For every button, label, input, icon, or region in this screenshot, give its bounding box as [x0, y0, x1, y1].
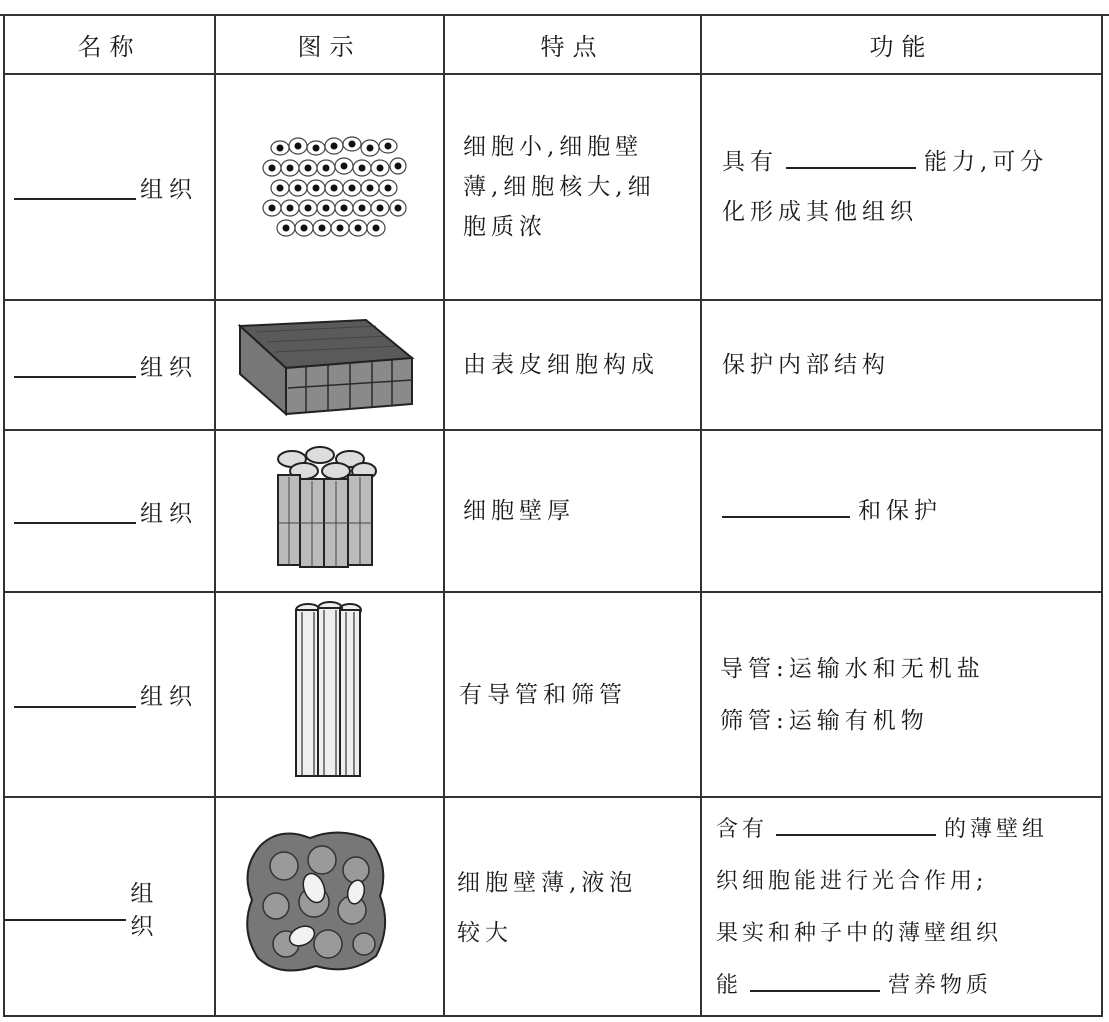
name-suffix: 组织 — [140, 176, 198, 203]
function-text: 和保护 — [858, 498, 942, 524]
table-row-features — [445, 431, 700, 591]
feature-line: 细胞壁厚 — [463, 498, 575, 524]
function-text: 含有 — [716, 816, 769, 842]
name-suffix: 组织 — [140, 500, 198, 527]
function-text: 能力,可分 — [924, 149, 1049, 175]
name-suffix: 组织 — [130, 880, 160, 940]
answer-blank[interactable] — [14, 682, 136, 708]
feature-line: 较大 — [457, 919, 513, 946]
feature-line: 细胞壁薄,液泡 — [457, 869, 638, 896]
function-text: 营养物质 — [888, 972, 993, 998]
feature-line: 有导管和筛管 — [459, 681, 627, 708]
table-row-function — [702, 301, 1101, 429]
header-function: 功能 — [869, 33, 934, 61]
table-row-features — [445, 593, 700, 796]
meristem-cells-icon — [250, 128, 410, 248]
header-features: 特点 — [540, 33, 605, 61]
function-text: 筛管:运输有机物 — [720, 707, 929, 734]
header-diagram: 图示 — [297, 33, 362, 61]
answer-blank[interactable] — [750, 966, 880, 992]
table-row-name — [5, 75, 214, 299]
table-row-name — [5, 301, 214, 429]
function-text: 能 — [716, 972, 743, 998]
answer-blank[interactable] — [14, 352, 136, 378]
epidermis-block-icon — [236, 318, 416, 418]
table-row-function — [702, 593, 1101, 796]
answer-blank[interactable] — [14, 174, 136, 200]
function-text: 的薄壁组 — [944, 816, 1049, 842]
feature-line: 由表皮细胞构成 — [463, 352, 659, 378]
name-suffix: 组织 — [140, 684, 198, 710]
table-row-features — [445, 798, 700, 1017]
table-row-function — [702, 798, 1101, 1017]
mechanical-tissue-icon — [270, 445, 380, 573]
answer-blank[interactable] — [5, 895, 126, 921]
answer-blank[interactable] — [14, 498, 136, 524]
function-text: 导管:运输水和无机盐 — [720, 655, 985, 682]
table-row-name — [5, 593, 214, 796]
table-row-features — [445, 301, 700, 429]
table-row-name — [5, 431, 214, 591]
table-row-name — [5, 798, 214, 1017]
answer-blank[interactable] — [786, 143, 916, 169]
function-text: 织细胞能进行光合作用; — [716, 868, 988, 894]
conducting-tubes-icon — [290, 600, 366, 780]
answer-blank[interactable] — [722, 492, 850, 518]
table-row-features — [445, 75, 700, 299]
feature-line: 薄,细胞核大,细 — [463, 174, 656, 200]
feature-line: 胞质浓 — [463, 214, 547, 240]
name-suffix: 组织 — [140, 354, 198, 381]
column-divider — [214, 14, 216, 1017]
function-text: 具有 — [722, 149, 778, 175]
parenchyma-cells-icon — [240, 826, 392, 976]
table-row-function — [702, 431, 1101, 591]
answer-blank[interactable] — [776, 810, 936, 836]
function-text: 保护内部结构 — [722, 352, 890, 378]
function-text: 化形成其他组织 — [722, 199, 918, 225]
header-name: 名称 — [77, 33, 142, 61]
feature-line: 细胞小,细胞壁 — [463, 134, 644, 160]
table-row-function — [702, 75, 1101, 299]
function-text: 果实和种子中的薄壁组织 — [716, 920, 1003, 946]
